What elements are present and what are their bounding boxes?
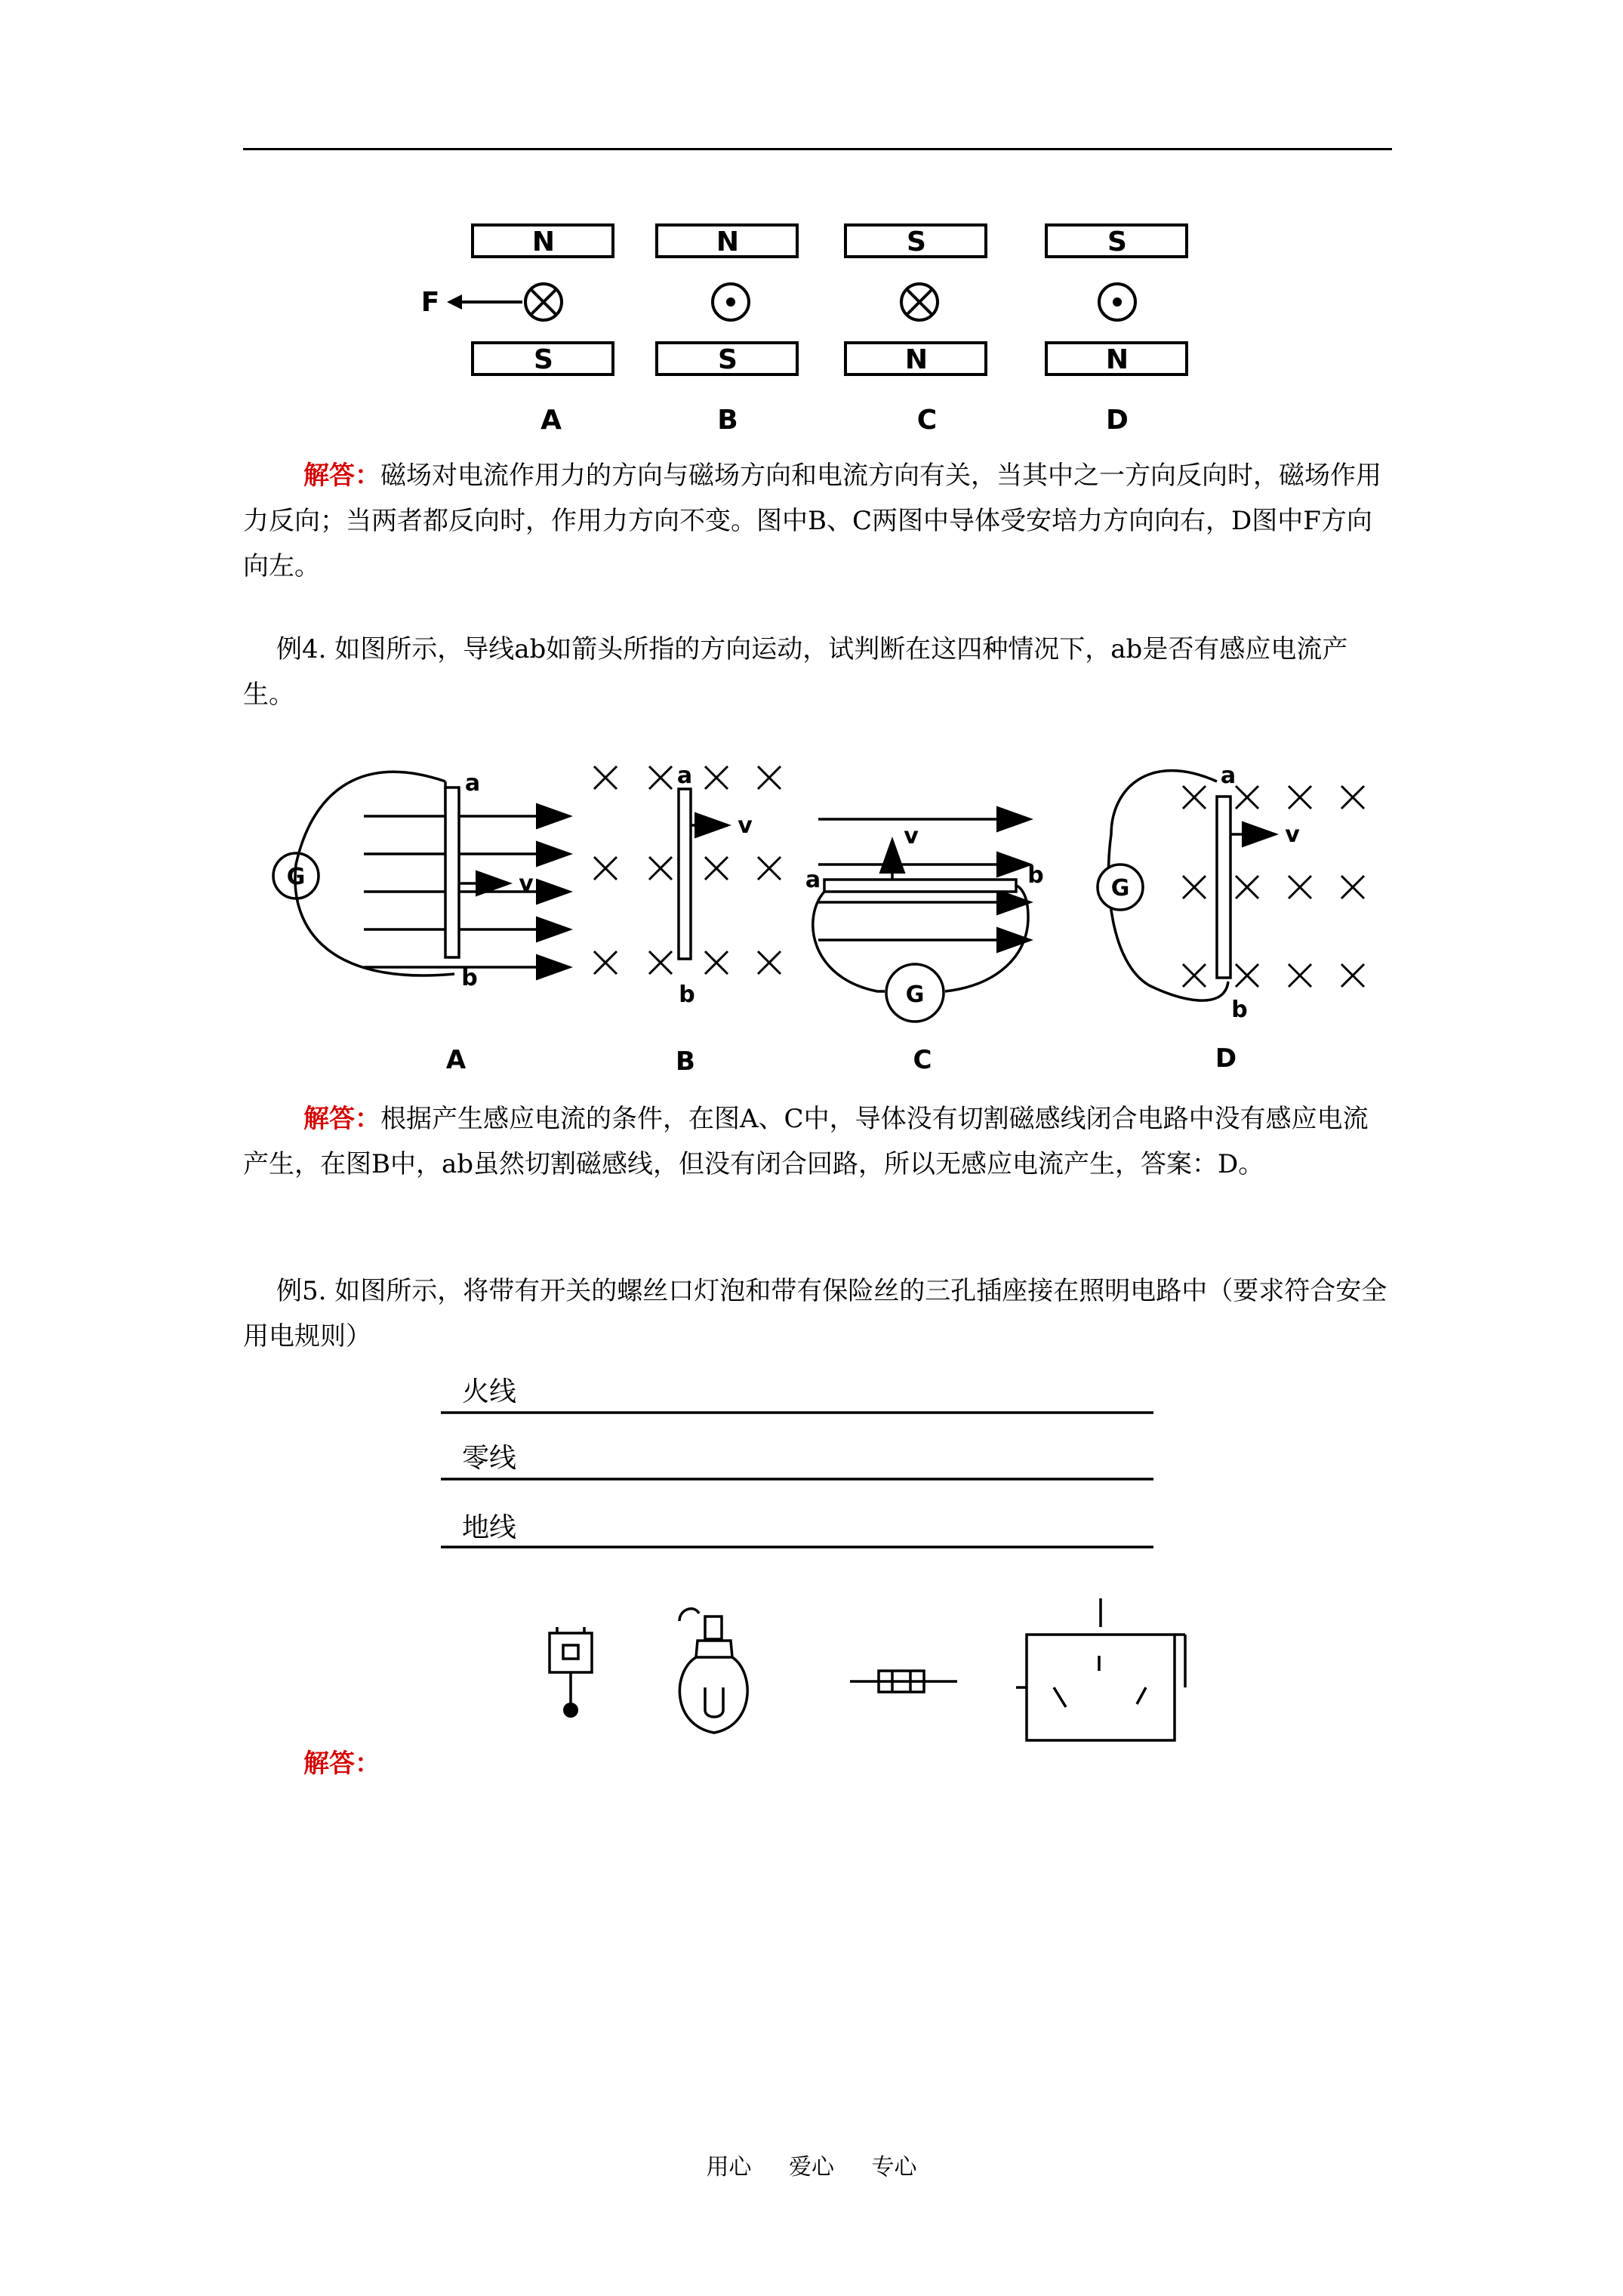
force-label: F xyxy=(420,287,440,318)
meter-label: G xyxy=(905,982,925,1008)
velocity-label: v xyxy=(738,812,753,839)
figure-wiring xyxy=(423,1355,1223,1748)
footer-text: 专心 xyxy=(871,2154,917,2180)
magnet-pole-label: S xyxy=(534,344,553,375)
bulb-icon xyxy=(679,1609,747,1733)
magnet-pole-label: N xyxy=(531,227,556,257)
example-5 xyxy=(243,1268,1392,1359)
conductor-ab xyxy=(679,789,691,959)
answer-5 xyxy=(243,1741,1392,1786)
velocity-label: v xyxy=(1285,821,1300,848)
magnet-pole-label: N xyxy=(716,227,740,257)
answer-4 xyxy=(243,1096,1392,1187)
magnet-pole-label: S xyxy=(718,344,738,375)
end-label: a xyxy=(805,867,821,893)
end-label: b xyxy=(1027,862,1044,889)
wire-label: 零线 xyxy=(462,1443,517,1474)
answer-3 xyxy=(243,453,1392,589)
wire-label: 地线 xyxy=(462,1512,517,1543)
meter-label: G xyxy=(286,864,306,890)
meter-label: G xyxy=(1110,875,1130,901)
answer-label: 解答： xyxy=(303,1104,380,1134)
socket-icon xyxy=(1016,1598,1185,1740)
panel-label: C xyxy=(913,1045,932,1075)
end-label: b xyxy=(679,982,695,1008)
example-text: 例4. 如图所示，导线ab如箭头所指的方向运动，试判断在这四种情况下，ab是否有感应电流产生。 xyxy=(243,634,1348,710)
footer-text: 用心 xyxy=(706,2154,752,2180)
answer-text: 磁场对电流作用力的方向与磁场方向和电流方向有关，当其中之一方向反向时，磁场作用力反向；当两者都反向时，作用力方向不变。图中B、C两图中导体受安培力方向向右，D图中F方向向左。 xyxy=(243,461,1381,581)
conductor-ab xyxy=(445,787,459,957)
switch-icon xyxy=(550,1627,592,1704)
end-label: a xyxy=(464,770,481,797)
fuse-icon xyxy=(850,1671,957,1692)
header-rule xyxy=(243,148,1392,150)
magnet-pole-label: N xyxy=(904,344,929,375)
panel-label: B xyxy=(717,405,738,436)
magnet-pole-label: N xyxy=(1105,344,1129,375)
circuit-wire xyxy=(813,892,885,991)
magnet-pole-label: S xyxy=(907,227,926,257)
example-text: 例5. 如图所示，将带有开关的螺丝口灯泡和带有保险丝的三孔插座接在照明电路中（要求符合安全用电规则） xyxy=(243,1276,1387,1351)
end-label: a xyxy=(676,763,693,789)
answer-text: 根据产生感应电流的条件，在图A、C中，导体没有切割磁感线闭合电路中没有感应电流产生，在图B中，ab虽然切割磁感线，但没有闭合回路，所以无感应电流产生，答案：D。 xyxy=(243,1104,1369,1179)
panel-label: D xyxy=(1215,1043,1237,1074)
end-label: a xyxy=(1220,763,1236,789)
footer-text: 爱心 xyxy=(789,2154,834,2180)
panel-label: D xyxy=(1106,405,1129,436)
panel-label: A xyxy=(445,1045,467,1075)
velocity-label: v xyxy=(519,871,534,897)
end-label: b xyxy=(461,965,478,991)
page-footer xyxy=(0,2148,1623,2181)
end-label: b xyxy=(1231,997,1248,1023)
panel-label: C xyxy=(916,405,938,436)
wire-label: 火线 xyxy=(462,1376,517,1407)
figure-induction xyxy=(243,736,1398,1083)
magnet-pole-label: S xyxy=(1107,227,1127,257)
panel-label: A xyxy=(540,405,562,436)
example-4 xyxy=(243,627,1392,717)
answer-label: 解答： xyxy=(303,461,380,491)
conductor-ab xyxy=(1217,797,1230,978)
figure-magnet-force xyxy=(408,211,1223,438)
answer-label: 解答： xyxy=(303,1749,380,1779)
panel-label: B xyxy=(676,1046,695,1077)
velocity-label: v xyxy=(904,823,919,849)
conductor-ab xyxy=(824,880,1016,892)
